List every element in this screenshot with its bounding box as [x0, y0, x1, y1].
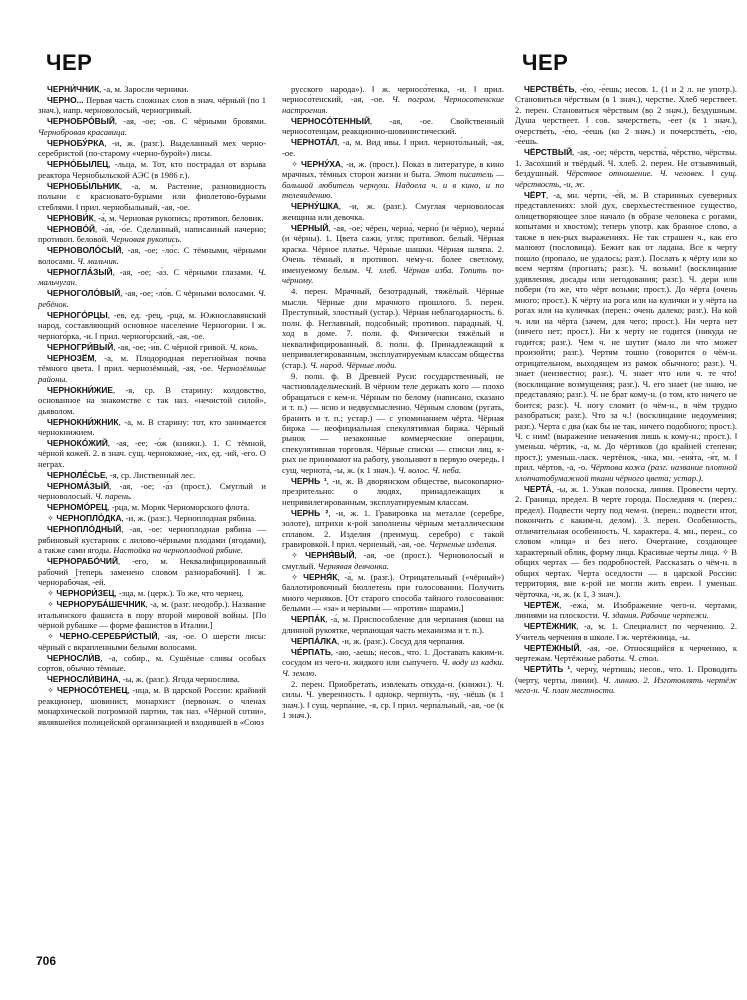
entry-headword: ЧЕРПА́ЛКА — [291, 635, 338, 646]
entry-definition: , -а́, м. Приспособление для черпания (ковш на длинной рукоятке, черпающая часть механизма и т. п.). — [282, 614, 504, 635]
entry-example: Ч. стол. — [628, 653, 659, 664]
entry-headword: ЧЕРНОВИ́К — [47, 212, 94, 223]
entry-headword: ЧЕРНО... — [47, 94, 84, 105]
entry-definition: , -ежа́, м. Изображение чего-н. чертами, линиями на плоскости. — [515, 599, 737, 621]
dictionary-entry — [282, 137, 504, 158]
entry-definition: , -и, ж. (прост.). Показ в литературе, в кино мрачных, тёмных сторон жизни и быта. — [282, 158, 504, 180]
dictionary-entry — [38, 353, 266, 384]
entry-definition: , -и, ж. (разг.). Выделанный мех черно-серебристой (по-старому «черно-бурой») лисы. — [38, 137, 266, 159]
column-right — [515, 84, 737, 696]
dictionary-entry — [515, 643, 737, 664]
dictionary-entry — [38, 417, 266, 438]
entry-example: Чернозёмные районы. — [38, 363, 266, 384]
column-middle — [282, 84, 504, 721]
dictionary-entry — [38, 513, 266, 523]
entry-definition: , -и, ж. В дворянском обществе, высокопарно-презрительно: о людях, принадлежащих к непривилегированным, эксплуатируемым классам. — [282, 475, 504, 507]
entry-definition: русского народа»). ‖ ж. черносо́тенка, -и. ‖ прил. черносо́тенский, -ая, -ое. — [282, 84, 504, 105]
entry-definition: 2. перен. Приобретать, извлекать откуда-н. (книжн.). Ч. силы. Ч. уверенность. ‖ однокр. черпну́ть, -ну́, -нёшь (к 1 знач.). ‖ сущ. черпа́ние, -я, ср. ‖ прил. черпа́льный, -ая, -ое (к 1 знач.). — [282, 678, 504, 721]
entry-headword: ✧ ЧЕРНУ́ХА — [291, 158, 341, 169]
entry-definition: 9. полн. ф. В Древней Руси: государственный, не частновладельческий. В чёрном теле держать кого — плохо обращаться с кем-н. Чёрным по белому (написано, сказано и т. п.) — ясно и недвусмысленно. Чёрным словом (ругать, бранить и т. п.; устар.) — с упоминанием чёрта. Чёрная биржа — неофициальная спекулятивная биржа. Чёрный рынок — незаконные коммерческие операции, спекулятивная торговля. Чёрные списки — списки лиц, к-рых не принимают на работу, увольняют в первую очередь. ‖ сущ. чернота́, -ы, ж. (к 1 знач.). — [282, 370, 504, 475]
entry-headword: ЧЕРНОСО́ТЕННЫЙ — [291, 115, 370, 126]
dictionary-entry — [38, 213, 266, 223]
dictionary-entry — [282, 550, 504, 571]
entry-definition: , -и, ж. (разг.). Черноплодная рябина. — [121, 513, 257, 524]
entry-headword: ЧЕРСТВЕ́ТЬ — [524, 84, 575, 94]
entry-definition: , -ев, ед. -рец, -рца, м. Южнославянский народ, составляющий основное население Черногории. ‖ ж. черного́рка, -и. ‖ прил. черного́рский, -ая, -ое. — [38, 309, 266, 341]
entry-definition: , -ая, -ое: черноплодная рябина — рябиновый кустарник с лилово-чёрными плодами (ягодами), а также сами ягоды. — [38, 524, 266, 556]
entry-definition: , -е́ю, -е́ешь; несов. 1. (1 и 2 л. не употр.). Становиться чёрствым (в 1 знач.), черстве. Хлеб черствеет. 2. перен. Становиться чёрствым (во 2 знач.), бездушным. Душа черствеет. ‖ сов. зачерстве́ть, -е́ет (к 1 знач.), очерстве́ть, -е́ю, -е́ешь (ко 2 знач.) и почерстве́ть, -е́ю, -е́ешь. — [515, 84, 737, 147]
entry-definition: , -а́я, -о́е. Сделанный, написанный начерно; противоп. беловой. — [38, 223, 266, 245]
column-left — [38, 84, 266, 728]
entry-headword: ✧ ЧЕРНОПЛО́ДКА — [47, 513, 122, 524]
entry-definition: , -я, ср. Лиственный лес. — [105, 469, 196, 480]
dictionary-entry — [282, 679, 504, 721]
page-number: 706 — [36, 954, 57, 968]
dictionary-entry — [282, 476, 504, 507]
dictionary-entry — [38, 288, 266, 309]
entry-definition: , -ы, ж. 1. Узкая полоска, линия. Провести черту. 2. Граница, предел. В черте города. Последняя ч. (перен.: предел). Подвести черту под чем-н. (перен.: подвести итог, покончить с каким-н. делом). 3. перен. Особенность, отличительная особенность. Ч. характера. 4. мн., перен., со словом «лица» и без него. Очертание, создающее характерный облик, форму лица. Красивые черты лица. ✧ В общих чертах — без подробностей. Рассказать о чём-н. в общих чертах. Черта оседлости — в царской России: территория, вне к-рой не могли жить евреи. ‖ уменьш. чёрточка, -и, ж. (к 1, 3 знач.). — [515, 483, 737, 599]
entry-headword: ЧЕРНЬ ² — [291, 507, 329, 518]
entry-headword: ЧЕРНОВОЛО́СЫЙ — [47, 245, 122, 256]
dictionary-entry — [38, 310, 266, 341]
dictionary-entry — [38, 181, 266, 212]
entry-example: Ч. ребёнок. — [38, 288, 266, 309]
entry-example: Чёрствое отношение. Ч. человек. ‖ сущ. чёрствость, -и, ж. — [515, 168, 737, 189]
entry-definition: 4. перен. Мрачный, безотрадный, тяжёлый. Чёрные мысли. Чёрные дни мрачного прошлого. 5. перен. Преступный, злостный (устар.). Чёрная неблагодарность. 6. полн. ф. Неглавный, подсобный; противоп. парадный. Ч. ход в доме. 7. полн. ф. Физически тяжёлый и неквалифицированный. 8. полн. ф. Принадлежащий к непривилегированным, эксплуатируемым классам общества (стар.). — [282, 286, 504, 370]
dictionary-entry — [38, 599, 266, 630]
entry-definition: , -ая, -ое; -ов. С чёрными бровями. — [114, 116, 266, 127]
entry-headword: ЧЕРТЁЖ — [524, 599, 560, 610]
dictionary-entry — [282, 84, 504, 115]
entry-definition: , -аю, -аешь; несов., что. 1. Доставать каким-н. сосудом из чего-н. жидкого или сыпучего. — [282, 646, 504, 668]
entry-definition: , -и, ж. (разг.). Смуглая черноволосая женщина или девочка. — [282, 201, 504, 222]
running-head-left: ЧЕР — [46, 50, 93, 75]
dictionary-entry — [38, 342, 266, 352]
entry-definition: , -его, м. Неквалифицированный рабочий [теперь заменено словом разнорабочий]. ‖ ж. черноpабо́чая, -ей. — [38, 556, 266, 588]
dictionary-entry — [38, 631, 266, 652]
entry-headword: ЧЕРНОРАБО́ЧИЙ — [47, 556, 118, 567]
dictionary-entry — [515, 600, 737, 621]
entry-definition: , -ая, -ое; -а́з. С чёрными глазами. — [112, 266, 253, 277]
entry-headword: ЧЕРНОМО́РЕЦ — [47, 502, 108, 513]
entry-headword: ЧЕРНОВО́Й — [47, 223, 95, 234]
entry-example: Чернявая девчонка. — [317, 560, 389, 571]
dictionary-entry — [38, 502, 266, 512]
entry-headword: ✧ ЧЕРНЯ́К — [291, 571, 338, 582]
entry-headword: ЧЕРНОКНИ́ЖИЕ — [47, 384, 113, 395]
entry-headword: ЧЕРНОБУ́РКА — [47, 137, 105, 148]
entry-definition: , -ая, -ое; -ло́в. С чёрными волосами. — [120, 288, 256, 299]
dictionary-entry — [38, 224, 266, 245]
dictionary-entry — [282, 508, 504, 550]
entry-example: Ч. парень. — [94, 491, 133, 502]
entry-definition: , -а, м. 1. Специалист по черчению. 2. Учитель черчения в школе. ‖ ж. чертёжница, -ы. — [515, 621, 737, 642]
dictionary-entry — [38, 481, 266, 502]
dictionary-entry — [38, 116, 266, 137]
entry-headword: ЧЕРНОГОЛО́ВЫЙ — [47, 288, 121, 299]
entry-example: Ч. мальчуган. — [38, 266, 266, 288]
dictionary-entry — [282, 201, 504, 222]
dictionary-entry — [38, 245, 266, 266]
entry-definition: , -ая, -ее; -о́ж (книжн.). 1. С тёмной, чёрной кожей. 2. в знач. сущ. чернокожие, -их, ед. -ий, -его. О неграх. — [38, 437, 266, 469]
entry-definition: , черчу́, че́ртишь; несов., что. 1. Проводить (черту, черты, линии). — [515, 664, 737, 685]
entry-definition: , -и, ж. 1. Гравировка на металле (серебре, золоте), штрихи к-рой заполнены чёрным металлическим сплавом. 2. Изделия (преимущ. серебро) с такой гравировкой. ‖ прил. черненый, -ая, -ое. — [282, 507, 504, 550]
entry-headword: ЧЕРНОБЫ́ЛЬНИК — [47, 180, 120, 191]
entry-example: Черненые изделия. — [428, 539, 497, 550]
entry-headword: ЧЕРТЁЖНЫЙ — [524, 642, 580, 653]
entry-headword: ✧ ЧЕРНЯ́ВЫЙ — [291, 550, 355, 561]
dictionary-entry — [515, 147, 737, 189]
dictionary-entry — [515, 190, 737, 484]
entry-headword: ✧ ЧЕРНОРУБА́ШЕЧНИК — [47, 599, 146, 610]
entry-definition: , -ая, -ое; -а́з (прост.). Смуглый и черноволосый. — [38, 480, 266, 502]
dictionary-entry — [38, 685, 266, 727]
entry-headword: ЧЕРНОТА́Л — [291, 137, 338, 148]
entry-definition: , -ая, -ое. О шерсти лисы: чёрный с вкрапленными белыми волосами. — [38, 631, 266, 652]
entry-example: Ч. народ. Чёрные люди. — [309, 359, 397, 370]
dictionary-entry — [38, 674, 266, 684]
dictionary-entry — [282, 116, 504, 137]
entry-definition: Первая часть сложных слов в знач. чёрный (по 1 знач.), напр. черноволосый, черногривый. — [38, 94, 266, 116]
entry-headword: ЧЕРНОПЛО́ДНЫЙ — [47, 524, 122, 535]
entry-example: Чёртова кожа (разг. название плотной хлопчатобумажной ткани чёрного цвета; устар.). — [515, 462, 737, 483]
entry-definition: , -а, м. Растение, разновидность полыни с красновато-бурыми или фиолетово-бурыми стеблями. ‖ прил. чернобыльный, -ая, -ое. — [38, 180, 266, 212]
dictionary-entry — [282, 286, 504, 370]
entry-headword: ЧЕРТЁЖНИК — [524, 621, 577, 632]
entry-definition: , -а, м. Плодородная перегнойная почва тёмного цвета. ‖ прил. чернозёмный, -ая, -ое. — [38, 352, 266, 374]
entry-definition: , -рца, м. Моряк Черноморского флота. — [107, 502, 250, 513]
entry-example: Настойка на черноплодной рябине. — [113, 545, 243, 556]
entry-example: Ч. линию. 2. Изготовлять чертёж чего-н. Ч. план местности. — [515, 674, 737, 696]
entry-headword: ЧЕРНОЗЁМ — [47, 352, 95, 363]
entry-definition: , -а, м. Вид ивы. ‖ прил. черното́льный, -ая, -ое. — [282, 137, 504, 158]
entry-definition: , -а́, м. (разг.). Отрицательный («чёрный») баллотировочный бюллетень при голосовании. Получить много черняков. [От старого способа тайного голосования: белыми — «за» и черными — «против» шарами.] — [282, 571, 504, 614]
entry-headword: ЧЕРНОГРИ́ВЫЙ — [47, 341, 114, 352]
entry-headword: ✧ ЧЕРНОРИ́ЗЕЦ — [47, 588, 115, 599]
dictionary-entry — [282, 636, 504, 646]
dictionary-entry — [38, 524, 266, 555]
entry-definition: , -а, мн. че́рти, -е́й, м. В старинных суеверных представлениях: злой дух, сверхъестественное существо, олицетворяющее злое начало (в образе человека с рогами, копытами и хвостом); теперь употр. как бранное слово, а также в нек-рых выражениях. Не так страшен ч., как его малюют (пословица). Бежит как от ладана. Все к черту пошло (пропало, не удалось; разг.). Послать к чёрту или ко всем чертям (прогнать; разг.). Ч. возьми! (восклицание удивления, досады или негодования; разг.). Ч. дери или побери (то же, что чёрт возьми; прост.). До чёрта (очень много; прост.). К чёрту на рога или на кулички и у чёрта на рогах или на куличках (перен.: очень далеко; разг.). На кой ч. или на чёрта (зачем, для чего; прост.). Ни черта нет (ничего нет; прост.). Ни к черту не годится (никуда не годится; разг.). Чем ч. не шутит (мало ли что может произойти; разг.). Чертям тошно (говорится о чём-н. отрицательном, выходящем из рамок обычного; разг.). Ч. знает (неизвестно; разг.). Ч. знает что или ч. те что! (восклицание возмущения; разг.). Ч. его знает (не знаю, не представляю; разг.). Ч. не брат кому-н. (о том, кто ничего не боится; разг.). Ч. ногу сломит (о чём-н., в чём трудно разобраться; разг.). Что за ч.! (восклицание недоумения; разг.). Черта с два (как бы не так, ничего подобного; прост.). Ч. с ним! (выражение неначения лишь к кому-н.; прост.). ‖ уменьш. чёртик, -а, м. До чёртиков (до крайней степени; прост.); уменьш.-ласк. чертёнок, -нка, мн. -еня́та, -я́т, м. ‖ прил. чёртов, -а, -о. — [515, 189, 737, 473]
entry-headword: ЧЕРТА́ — [524, 483, 552, 494]
entry-definition: , -а́, м. Черновая рукопись; противоп. беловик. — [93, 212, 264, 223]
entry-headword: ✧ ЧЕРНОСО́ТЕНЕЦ — [47, 685, 128, 696]
entry-example: Черновая рукопись. — [110, 234, 182, 245]
running-head-right: ЧЕР — [522, 50, 569, 75]
entry-example: Ч. волос. Ч. неба. — [398, 464, 462, 475]
entry-definition: , -ая, -ое. Свойственный черносотенцам, реакционно-шовинистический. — [282, 115, 504, 137]
dictionary-entry — [515, 484, 737, 599]
dictionary-entry — [515, 664, 737, 695]
entry-definition: , -ая, -ое (прост.). Черноволосый и смуглый. — [282, 550, 504, 571]
entry-headword: ЧЕРНОГО́РЦЫ — [47, 309, 108, 320]
entry-example: Ч. воду из кадки. Ч. землю. — [282, 657, 504, 678]
entry-headword: ЧЕРНОСЛИ́В — [47, 652, 101, 663]
entry-example: Ч. хлеб. Чёрная изба. Топить по-чёрному. — [282, 264, 504, 286]
dictionary-entry — [38, 588, 266, 598]
entry-example: Ч. погром. Черносотенские настроения. — [282, 94, 504, 115]
entry-headword: ЧЕРНЬ ¹ — [291, 475, 327, 486]
dictionary-entry — [282, 223, 504, 286]
dictionary-entry — [38, 385, 266, 416]
entry-headword: ЧЕРТИ́ТЬ ¹ — [524, 664, 571, 675]
entry-example: Ч. мальчик. — [77, 255, 119, 266]
entry-example: Чернобровая красавица. — [38, 126, 127, 137]
entry-definition: , -ая, -ое; чёрств, черства́, чёрство, чёрствы. 1. Засохший и твёрдый. Ч. хлеб. 2. перен. Не отзывчивый, бездушный. — [515, 147, 737, 179]
entry-headword: ЧЕРНО́БЫЛЕЦ — [47, 159, 109, 170]
dictionary-entry — [282, 572, 504, 614]
entry-headword: ЧЕРНОКО́ЖИЙ — [47, 437, 108, 448]
entry-headword: ЧЕРНОСЛИ́ВИНА — [47, 674, 119, 685]
dictionary-entry — [515, 84, 737, 147]
entry-headword: ЧЕРНУ́ШКА — [291, 201, 339, 212]
dictionary-entry — [38, 138, 266, 159]
dictionary-entry — [38, 653, 266, 674]
entry-definition: , -ая, -ое; -и́в. С чёрной гривой. — [113, 341, 228, 352]
dictionary-entry — [282, 647, 504, 678]
dictionary-entry — [38, 267, 266, 288]
entry-definition: , -зца, м. (церк.). То же, что чернец. — [114, 588, 244, 599]
dictionary-entry — [515, 621, 737, 642]
entry-example: Ч. конь. — [229, 341, 259, 352]
entry-definition: , -я, ср. В старину: колдовство, основанное на знакомстве с так наз. «нечистой силой», дьяволом. — [38, 384, 266, 416]
entry-headword: ЧЕРПА́К — [291, 614, 326, 625]
dictionary-entry — [38, 556, 266, 587]
entry-definition: , -ая, -ое. Относящийся к черчению, к чертежам. Чертёжные работы. — [515, 642, 737, 664]
dictionary-entry — [282, 159, 504, 201]
entry-headword: ЧЕРНОЛЕ́СЬЕ — [47, 469, 106, 480]
dictionary-entry — [282, 371, 504, 476]
entry-headword: ЧЕРНОКНИ́ЖНИК — [47, 416, 119, 427]
dictionary-entry — [38, 438, 266, 469]
dictionary-entry — [38, 95, 266, 116]
entry-headword: ЧЁРСТВЫЙ — [524, 147, 573, 158]
entry-headword: ЧЁРНЫЙ — [291, 222, 329, 233]
entry-headword: ЧЁРТ — [524, 189, 547, 200]
entry-headword: ЧЕ́РПАТЬ — [291, 646, 331, 657]
entry-definition: , -а, м. В старину: тот, кто занимается чернокнижием. — [38, 416, 266, 437]
dictionary-entry — [38, 84, 266, 94]
entry-example: Этот писатель — большой любитель чернухи. Надоела ч. и в кино, и по телевидению. — [282, 169, 504, 201]
dictionary-entry — [38, 470, 266, 480]
entry-definition: , -ая, -ое; -ло́с. С тёмными, чёрными волосами. — [38, 245, 266, 266]
entry-definition: , -а, м. Заросли черники. — [99, 84, 189, 94]
entry-definition: , -и, ж. (разг.). Сосуд для черпания. — [337, 635, 465, 646]
entry-definition: , -а, собир., м. Сушёные сливы особых сортов, обычно тёмные. — [38, 652, 266, 674]
entry-definition: , -нца, м. В царской России: крайний реакционер, шовинист, монархист (первонач. о членах монархической погромной партии, так наз. «Чёрной сотни», являвшейся полицейской организацией и входившей в «Союз — [38, 685, 266, 727]
entry-definition: , -льца, м. Тот, кто пострадал от взрыва реактора Чернобыльской АЭС (в 1986 г.). — [38, 159, 266, 180]
entry-headword: ЧЕРНОГЛА́ЗЫЙ — [47, 266, 113, 277]
entry-headword: ✧ ЧЕРНО-СЕРЕБРИ́СТЫЙ — [47, 631, 158, 642]
dictionary-entry — [38, 159, 266, 180]
entry-definition: , -ая, -ое; чёрен, черна́, черно́ (и чёрно), черны́ (и чёрны). 1. Цвета сажи, угля; противоп. белый. Чёрная краска. Чёрное платье. Чёрные шашки. Чёрная шляпа. 2. Очень тёмный, в противоп. чему-н. более светлому, именуемому белым. — [282, 222, 504, 275]
entry-headword: ЧЕРНОБРО́ВЫЙ — [47, 116, 115, 127]
entry-headword: ЧЕРНОМА́ЗЫЙ — [47, 480, 110, 491]
entry-example: Ч. здания. Рабочие чертежи. — [601, 610, 709, 621]
dictionary-entry — [282, 614, 504, 635]
entry-definition: , -а, м. (разг. неодобр.). Название итальянского фашиста в пору второй мировой войны. [По чёрной рубашке — форме фашистов в Италии.] — [38, 599, 266, 631]
entry-headword: ЧЕРНИ́ЧНИК — [47, 84, 100, 94]
entry-definition: , -ы, ж. (разг.). Ягода чернослива. — [118, 674, 240, 685]
